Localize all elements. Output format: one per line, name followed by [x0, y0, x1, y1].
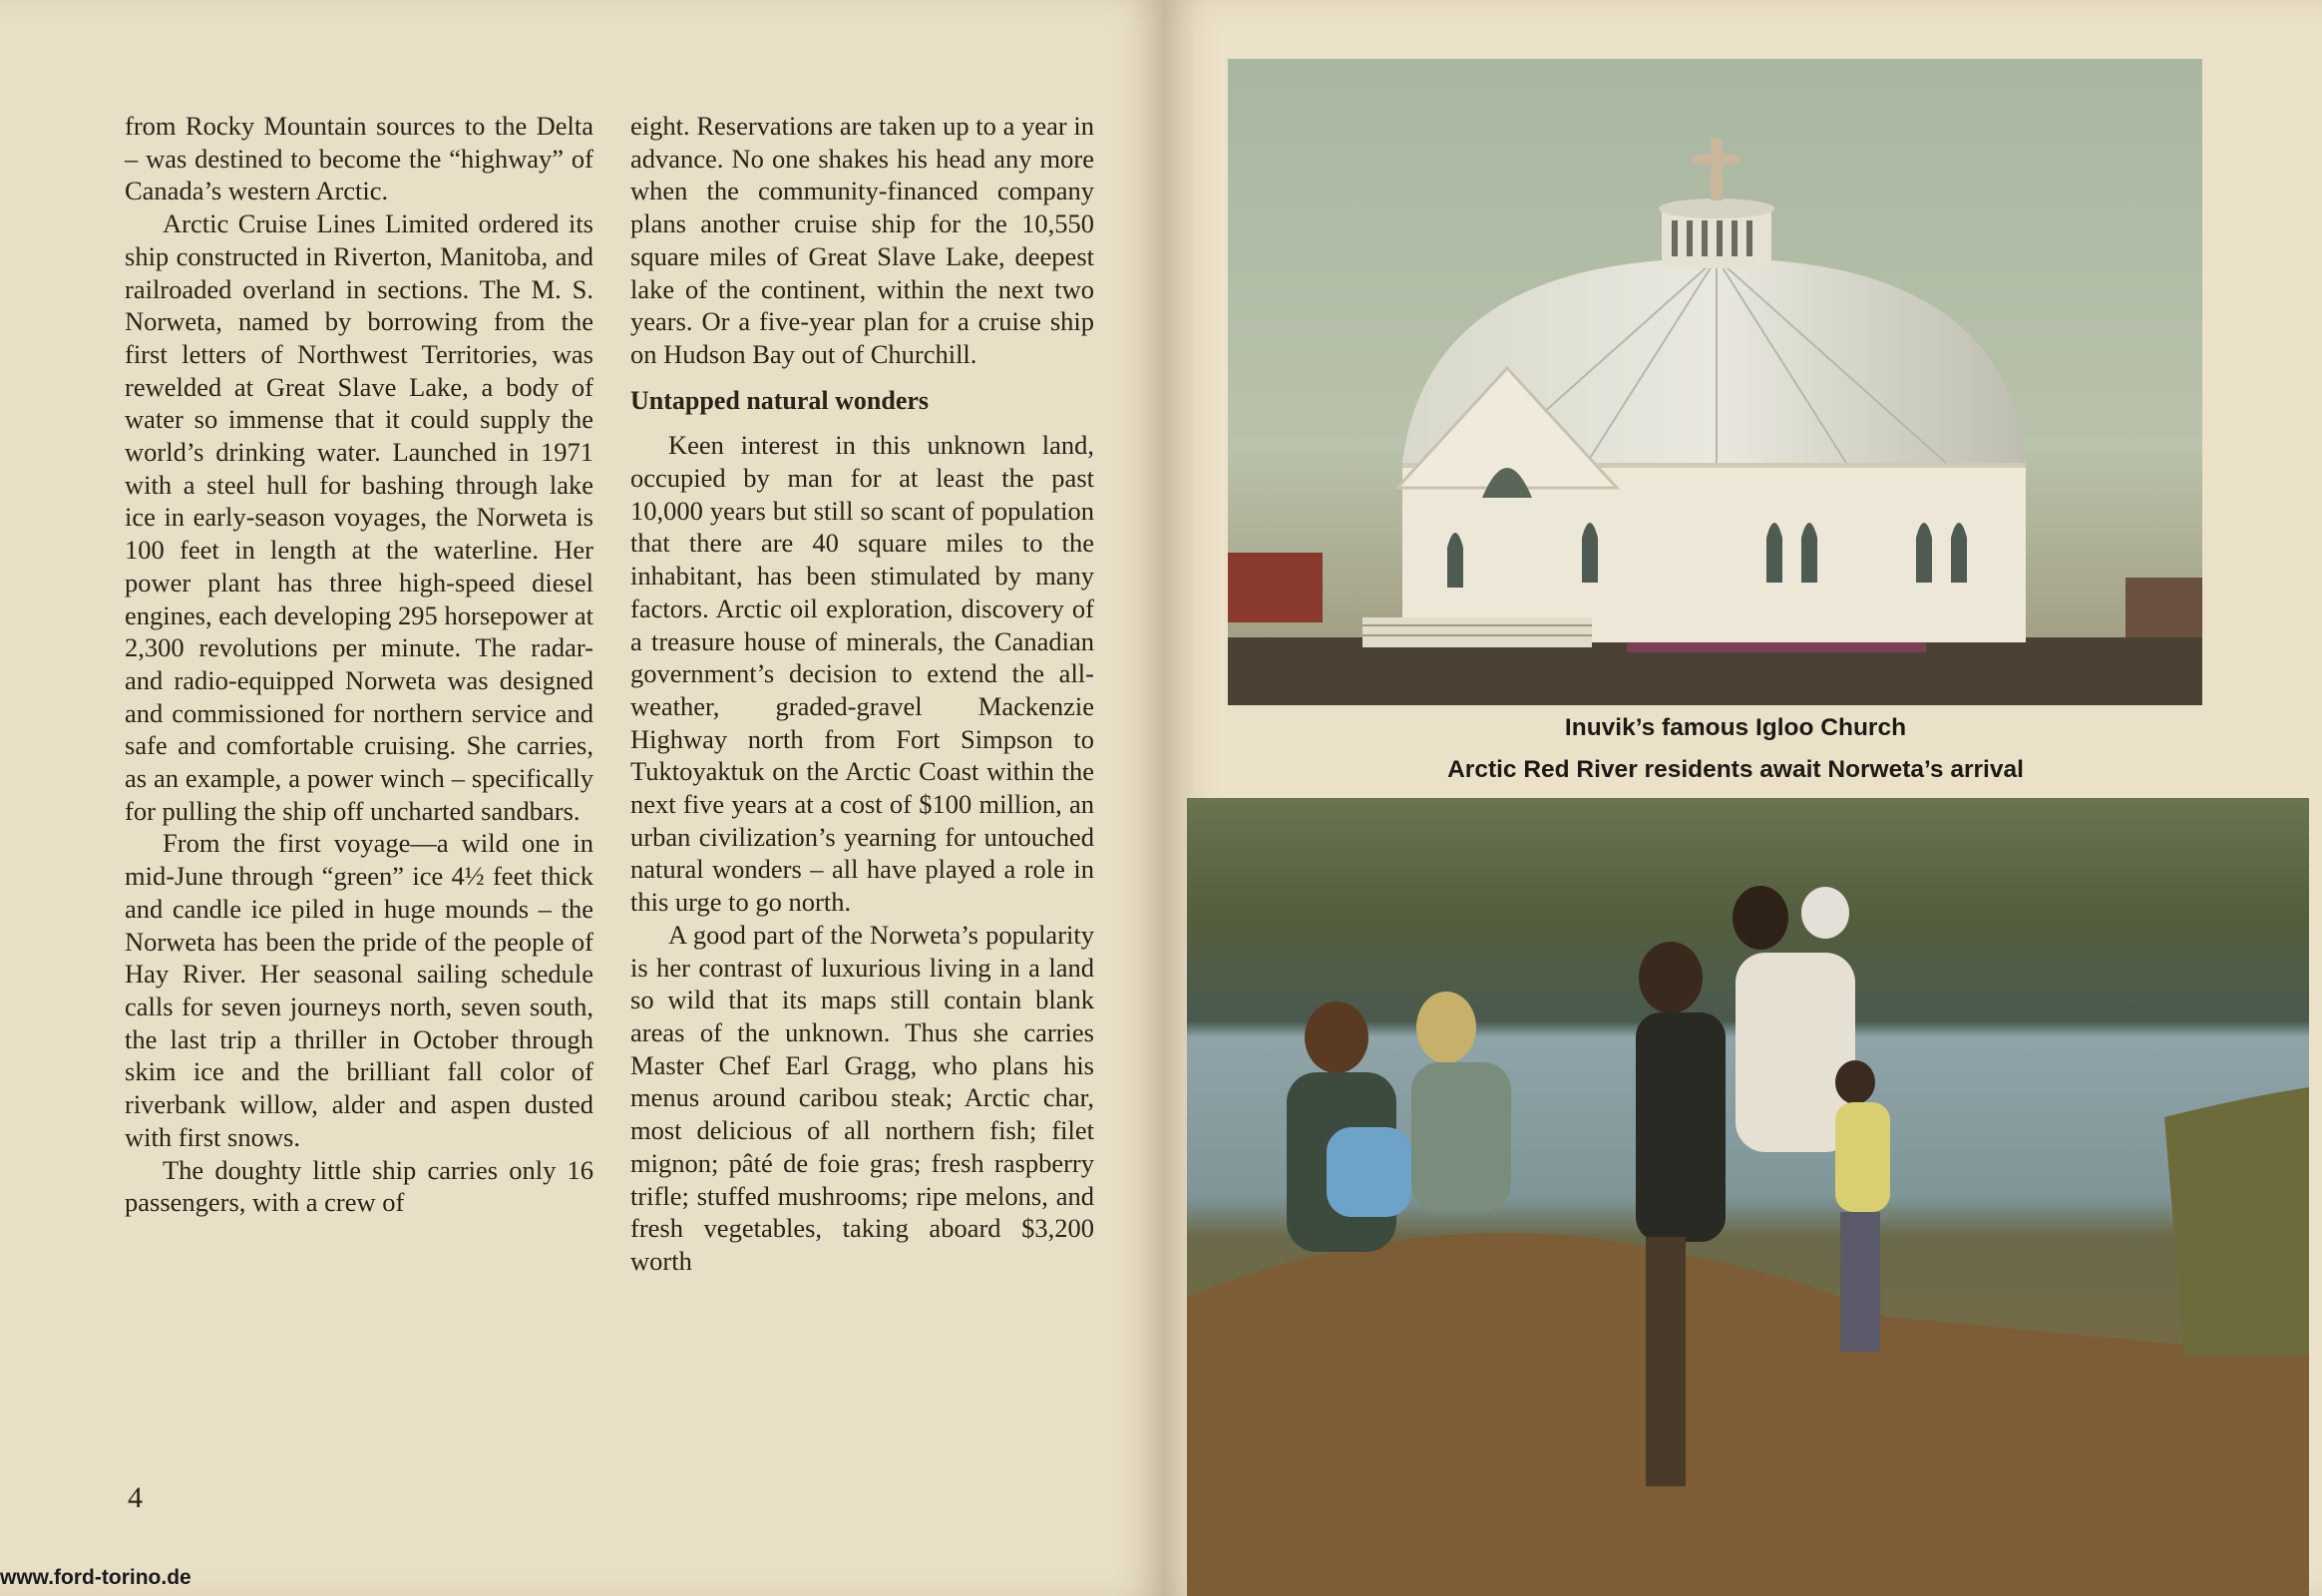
igloo-church-illustration: [1228, 59, 2202, 705]
col1-paragraph-2: Arctic Cruise Lines Limited ordered its ship constructed in Riverton, Manitoba, and railroaded overland in sections. The M. S. Norweta, named by borrowing from the first letters of Northwest Territories, was rewelded at Great Slave Lake, a body of water so immense that it could supply the world’s drinking water. Launched in 1971 with a steel hull for bashing through lake ice in early-season voyages, the Norweta is 100 feet in length at the waterline. Her power plant has three high-speed diesel engines, each developing 295 horsepower at 2,300 revolutions per minute. The radar- and radio-equipped Norweta was designed and commissioned for northern service and safe and comfortable cruising. She carries, as an example, a power winch – specifically for pulling the ship off uncharted sandbars.: [125, 208, 593, 826]
igloo-church-photo: [1228, 59, 2202, 705]
watermark-url: www.ford-torino.de: [0, 1566, 192, 1589]
photo-caption-igloo-church: Inuvik’s famous Igloo Church: [1564, 714, 1907, 741]
col2-paragraph-3: A good part of the Norweta’s popularity is her contrast of luxurious living in a land so wild that its maps still contain blank areas of the unknown. Thus she carries Master Chef Earl Gragg, who plans his menus around caribou steak; Arctic char, most delicious of all northern fish; filet mignon; pâté de foie gras; fresh raspberry trifle; stuffed mushrooms; ripe melons, and fresh vegetables, taking aboard $3,200 worth: [630, 919, 1094, 1276]
text-column-2: [630, 110, 1094, 1278]
residents-illustration: [1187, 798, 2309, 1596]
section-heading: Untapped natural wonders: [630, 385, 930, 415]
col1-paragraph-3: From the first voyage—a wild one in mid-June through “green” ice 4½ feet thick and candle ice piled in huge mounds – the Norweta has been the pride of the people of Hay River. Her seasonal sailing schedule calls for seven journeys north, seven south, the last trip a thriller in October through skim ice and the brilliant fall color of riverbank willow, alder and aspen dusted with first snows.: [125, 828, 593, 1152]
arctic-red-river-photo: [1187, 798, 2309, 1596]
col1-paragraph-4: The doughty little ship carries only 16 passengers, with a crew of: [125, 1154, 593, 1218]
col2-paragraph-2: Keen interest in this unknown land, occupied by man for at least the past 10,000 years but still so scant of population that there are 40 square miles to the inhabitant, has been stimulated by many factors. Arctic oil exploration, discovery of a treasure house of minerals, the Canadian government’s decision to extend the all-weather, graded-gravel Mackenzie Highway north from Fort Simpson to Tuktoyaktuk on the Arctic Coast within the next five years at a cost of $100 million, an urban civilization’s yearning for untouched natural wonders – all have played a role in this urge to go north.: [630, 430, 1094, 918]
text-column-1: [125, 110, 593, 1219]
page-number: 4: [128, 1481, 143, 1514]
photo-caption-arctic-red-river: Arctic Red River residents await Norweta’s arrival: [1447, 756, 2024, 783]
col1-paragraph-1: from Rocky Mountain sources to the Delta – was destined to become the “highway” of Canada’s western Arctic.: [125, 111, 593, 206]
col2-paragraph-1: eight. Reservations are taken up to a year in advance. No one shakes his head any more when the community-financed company plans another cruise ship for the 10,550 square miles of Great Slave Lake, deepest lake of the continent, within the next two years. Or a five-year plan for a cruise ship on Hudson Bay out of Churchill.: [630, 111, 1094, 369]
